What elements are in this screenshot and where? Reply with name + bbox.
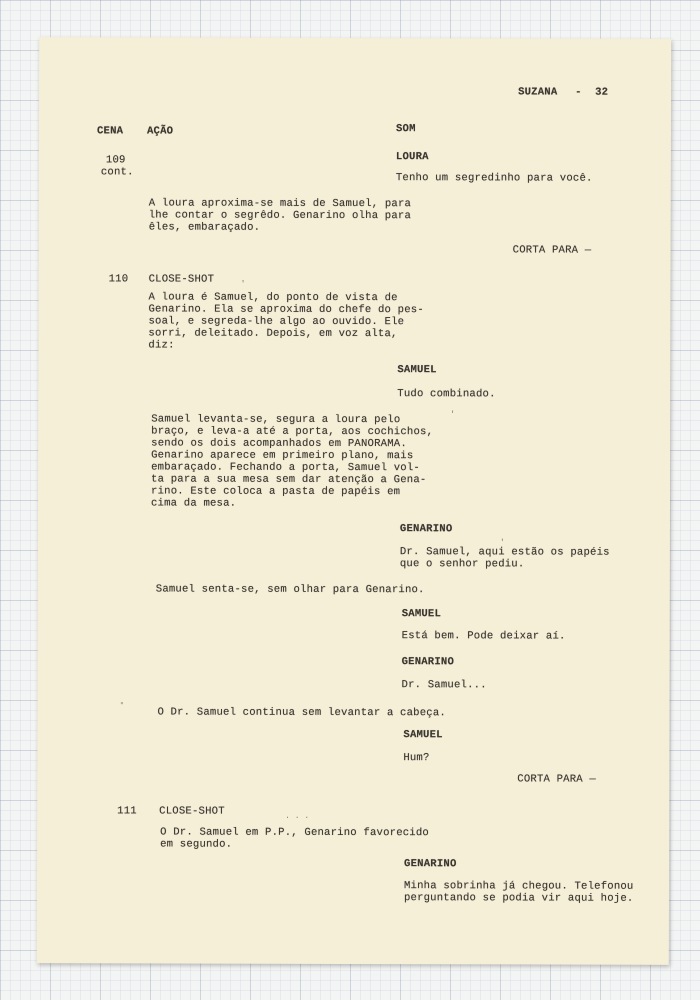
scene-number: 111 bbox=[117, 805, 137, 818]
column-header-som: SOM bbox=[395, 123, 416, 136]
scene-continued: cont. bbox=[100, 166, 134, 179]
dialogue-line: Dr. Samuel, aqui estão os papéis bbox=[399, 546, 610, 559]
script-page bbox=[37, 37, 671, 965]
pen-mark: ' bbox=[240, 279, 246, 289]
action-line: braço, e leva-a até a porta, aos cochichos, bbox=[151, 425, 434, 439]
character-name: SAMUEL bbox=[401, 608, 442, 621]
column-header-acao: AÇÃO bbox=[146, 125, 174, 138]
dialogue-line: perguntando se podia vir aqui hoje. bbox=[403, 892, 634, 905]
dialogue-line: Está bem. Pode deixar aí. bbox=[401, 630, 566, 643]
action-line: lhe contar o segrêdo. Genarino olha para bbox=[148, 209, 412, 223]
dialogue-line: Tudo combinado. bbox=[397, 388, 496, 401]
shot-type: CLOSE-SHOT bbox=[159, 805, 225, 818]
transition: CORTA PARA — bbox=[512, 244, 592, 257]
action-line: Genarino. Ela se aproxima do chefe do pes- bbox=[148, 303, 424, 317]
character-name: GENARINO bbox=[401, 656, 455, 669]
action-line: Samuel levanta-se, segura a loura pelo bbox=[151, 413, 401, 427]
pen-mark: . . . bbox=[285, 811, 310, 821]
pen-mark: ° bbox=[119, 701, 125, 711]
pen-mark: ' bbox=[450, 410, 456, 420]
dialogue-line: Dr. Samuel... bbox=[401, 679, 487, 692]
dialogue-line: Tenho um segredinho para você. bbox=[395, 172, 593, 185]
scene-number: 109 bbox=[105, 154, 126, 167]
character-name: LOURA bbox=[395, 151, 429, 164]
action-line: sendo os dois acompanhados em PANORAMA. bbox=[151, 437, 407, 451]
pen-mark: ' bbox=[499, 538, 505, 548]
action-line: A loura é Samuel, do ponto de vista de bbox=[148, 291, 398, 305]
character-name: SAMUEL bbox=[403, 729, 443, 742]
character-name: SAMUEL bbox=[397, 364, 437, 377]
page-number: 32 bbox=[595, 86, 609, 99]
character-name: GENARINO bbox=[399, 523, 453, 536]
dialogue-line: Hum? bbox=[403, 752, 430, 765]
scene-number: 110 bbox=[108, 273, 129, 286]
action-line: soal, e segreda-lhe algo ao ouvido. Ele bbox=[148, 315, 405, 329]
action-line: rino. Este coloca a pasta de papéis em bbox=[151, 485, 401, 499]
script-title: SUZANA bbox=[518, 86, 558, 99]
action-line: cima da mesa. bbox=[150, 497, 237, 510]
dialogue-line: Minha sobrinha já chegou. Telefonou bbox=[403, 880, 634, 893]
shot-type: CLOSE-SHOT bbox=[148, 273, 215, 286]
action-line: Genarino aparece em primeiro plano, mais bbox=[151, 449, 414, 463]
action-line: A loura aproxima-se mais de Samuel, para bbox=[148, 197, 412, 211]
action-line: embaraçado. Fechando a porta, Samuel vol- bbox=[151, 461, 420, 475]
action-line: sorri, deleitado. Depois, em voz alta, bbox=[148, 327, 398, 341]
action-line: êles, embaraçado. bbox=[148, 221, 261, 234]
column-header-cena: CENA bbox=[96, 125, 124, 138]
character-name: GENARINO bbox=[404, 858, 457, 871]
action-line: diz: bbox=[148, 339, 175, 352]
transition: CORTA PARA — bbox=[517, 773, 596, 786]
action-line: ta para a sua mesa sem dar atenção a Gena- bbox=[151, 473, 427, 487]
action-line: O Dr. Samuel continua sem levantar a cabeça. bbox=[157, 706, 446, 720]
action-line: Samuel senta-se, sem olhar para Genarino. bbox=[155, 583, 425, 597]
dialogue-line: que o senhor pediu. bbox=[399, 558, 525, 571]
title-dash: - bbox=[575, 86, 582, 99]
action-line: em segundo. bbox=[160, 838, 233, 851]
action-line: O Dr. Samuel em P.P., Genarino favorecido bbox=[160, 826, 430, 840]
